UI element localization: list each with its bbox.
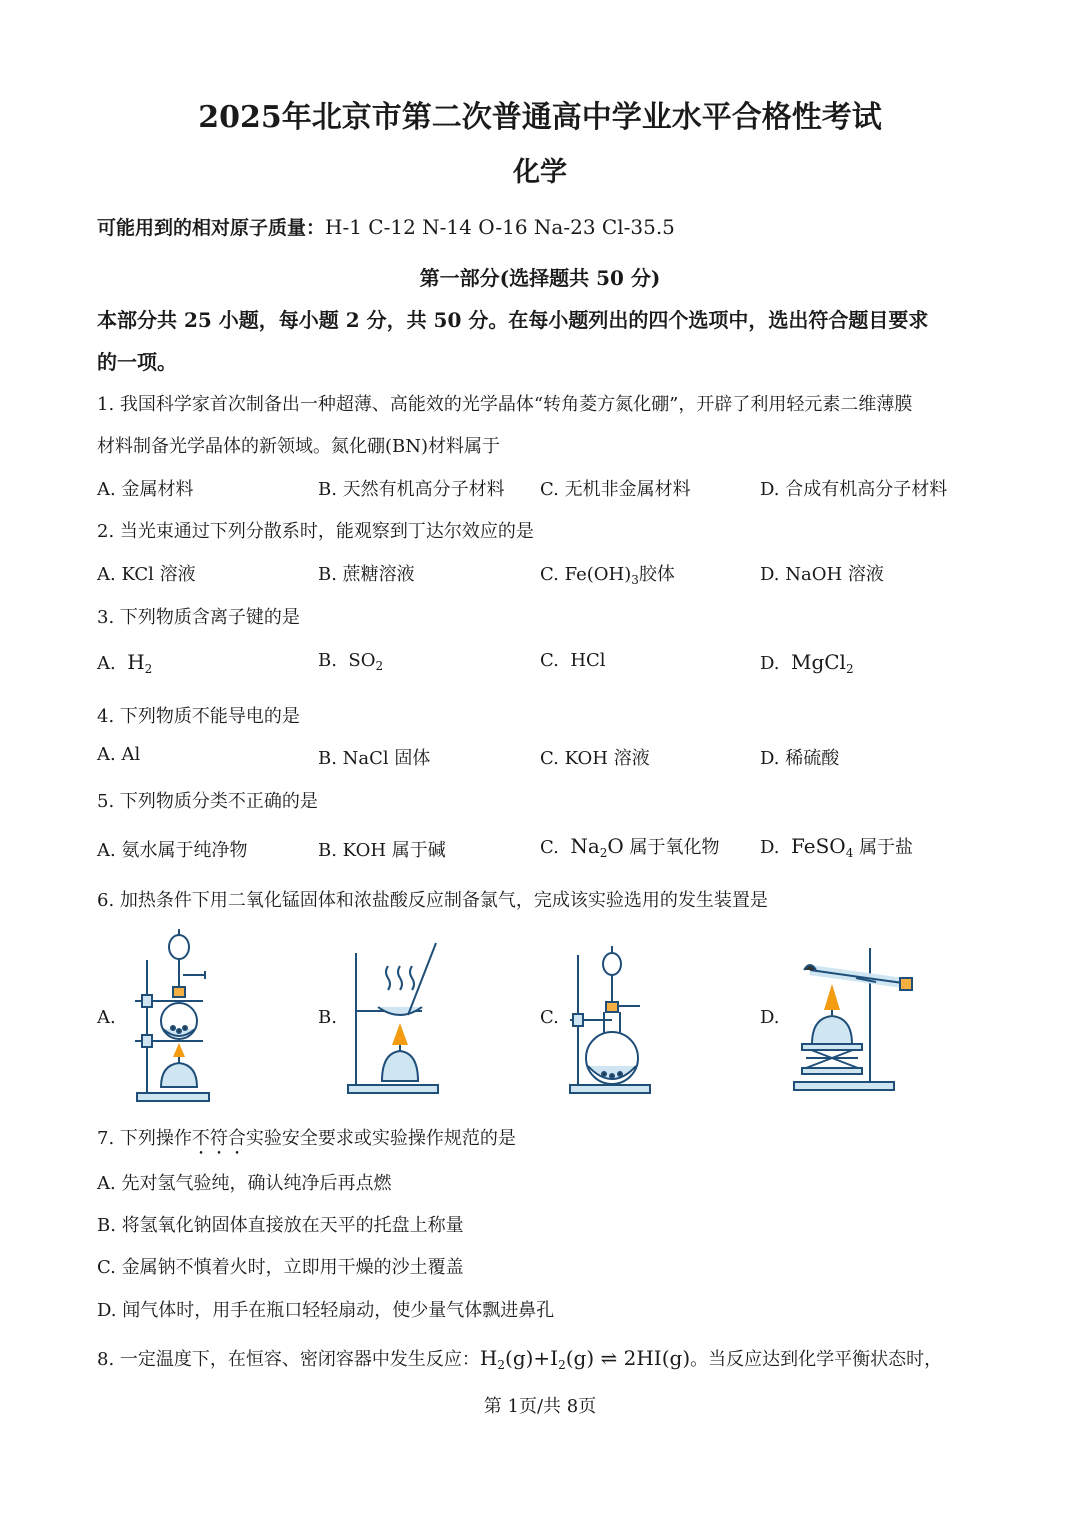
question-stem-post: 。当反应达到化学平衡状态时， [690,1349,943,1370]
apparatus-a: A. [97,925,227,1105]
question-number: 5. [97,791,115,812]
question-6 [97,886,768,912]
question-number: 1. [97,394,115,415]
question-stem: 我国科学家首次制备出一种超薄、高能效的光学晶体“转角菱方氮化硼”，开辟了利用轻元素二维薄膜 [119,394,913,415]
q5-option-d: D. FeSO$_4$ 属于盐 [760,834,914,860]
question-number: 3. [97,607,115,628]
question-number: 8. [97,1349,115,1370]
apparatus-d: D. [760,940,930,1105]
q7-option-a: A. 先对氢气验纯，确认纯净后再点燃 [97,1173,392,1194]
apparatus-b-drawing [318,935,448,1105]
equilibrium-arrow-icon: ⇌ [600,1346,618,1370]
exam-title: 2025年北京市第二次普通高中学业水平合格性考试 [198,100,882,135]
atomic-mass-values: H-1 C-12 N-14 O-16 Na-23 Cl-35.5 [325,215,675,239]
q5-option-c: C. $Na_2O$ 属于氧化物 [540,834,720,860]
apparatus-d-drawing [760,940,930,1105]
question-stem: 下列物质不能导电的是 [119,706,300,727]
equation: $H_2(g)+I_2(g)$ ⇌ 2HI(g) [479,1346,691,1372]
q1-option-c: C. 无机非金属材料 [540,479,691,500]
subject-title: 化学 [513,157,567,188]
q3-option-b: B. $SO_2$ [318,650,384,673]
question-stem-pre: 下列操作 [119,1128,192,1149]
question-8 [97,1345,942,1372]
q1-option-d: D. 合成有机高分子材料 [760,479,948,500]
q3-option-c: C. HCl [540,650,606,671]
page-footer: 第 1页/共 8页 [483,1396,597,1417]
question-number: 2. [97,521,115,542]
q3-option-d: D. MgCl$_2$ [760,650,854,676]
atomic-mass-row [97,213,675,240]
question-5 [97,787,318,813]
question-3 [97,603,300,629]
question-4 [97,702,300,728]
q5-option-a: A. 氨水属于纯净物 [97,840,248,861]
q4-option-b: B. NaCl 固体 [318,748,431,769]
question-stem-pre: 一定温度下，在恒容、密闭容器中发生反应： [119,1349,480,1370]
q7-option-b: B. 将氢氧化钠固体直接放在天平的托盘上称量 [97,1215,464,1236]
section1-title: 第一部分(选择题共 50 分) [419,266,661,290]
q1-option-a: A. 金属材料 [97,479,194,500]
question-number: 6. [97,890,115,911]
question-1-line1 [97,390,912,416]
instructions-line1: 本部分共 25 小题，每小题 2 分，共 50 分。在每小题列出的四个选项中，选出符合题目要求 [97,308,929,332]
q7-option-c: C. 金属钠不慎着火时，立即用干燥的沙土覆盖 [97,1257,464,1278]
q7-option-d: D. 闻气体时，用手在瓶口轻轻扇动，使少量气体飘进鼻孔 [97,1300,555,1321]
question-stem-post: 实验安全要求或实验操作规范的是 [245,1128,516,1149]
instructions-line2: 的一项。 [97,350,177,374]
question-7 [97,1124,516,1159]
apparatus-a-drawing [97,925,227,1105]
q2-option-d: D. NaOH 溶液 [760,564,884,585]
q2-option-a: A. KCl 溶液 [97,564,196,585]
q3-option-a: A. $H_2$ [97,650,153,676]
question-stem: 当光束通过下列分散系时，能观察到丁达尔效应的是 [119,521,534,542]
question-2 [97,517,534,543]
question-1-line2: 材料制备光学晶体的新领域。氮化硼(BN)材料属于 [97,436,501,457]
question-number: 7. [97,1128,115,1149]
q1-option-b: B. 天然有机高分子材料 [318,479,505,500]
q4-option-a: A. Al [97,744,141,765]
question-stem: 加热条件下用二氧化锰固体和浓盐酸反应制备氯气，完成该实验选用的发生装置是 [119,890,768,911]
apparatus-c: C. [540,940,660,1105]
q4-option-d: D. 稀硫酸 [760,748,840,769]
q5-option-b: B. KOH 属于碱 [318,840,446,861]
question-stem: 下列物质含离子键的是 [119,607,300,628]
q2-option-b: B. 蔗糖溶液 [318,564,415,585]
atomic-mass-label: 可能用到的相对原子质量： [97,217,326,239]
question-stem-emphasis: 不符合 [191,1128,246,1149]
question-stem: 下列物质分类不正确的是 [119,791,318,812]
q4-option-c: C. KOH 溶液 [540,748,650,769]
q2-option-c: C. $Fe(OH)_3$胶体 [540,564,675,587]
question-number: 4. [97,706,115,727]
apparatus-b: B. [318,935,448,1105]
